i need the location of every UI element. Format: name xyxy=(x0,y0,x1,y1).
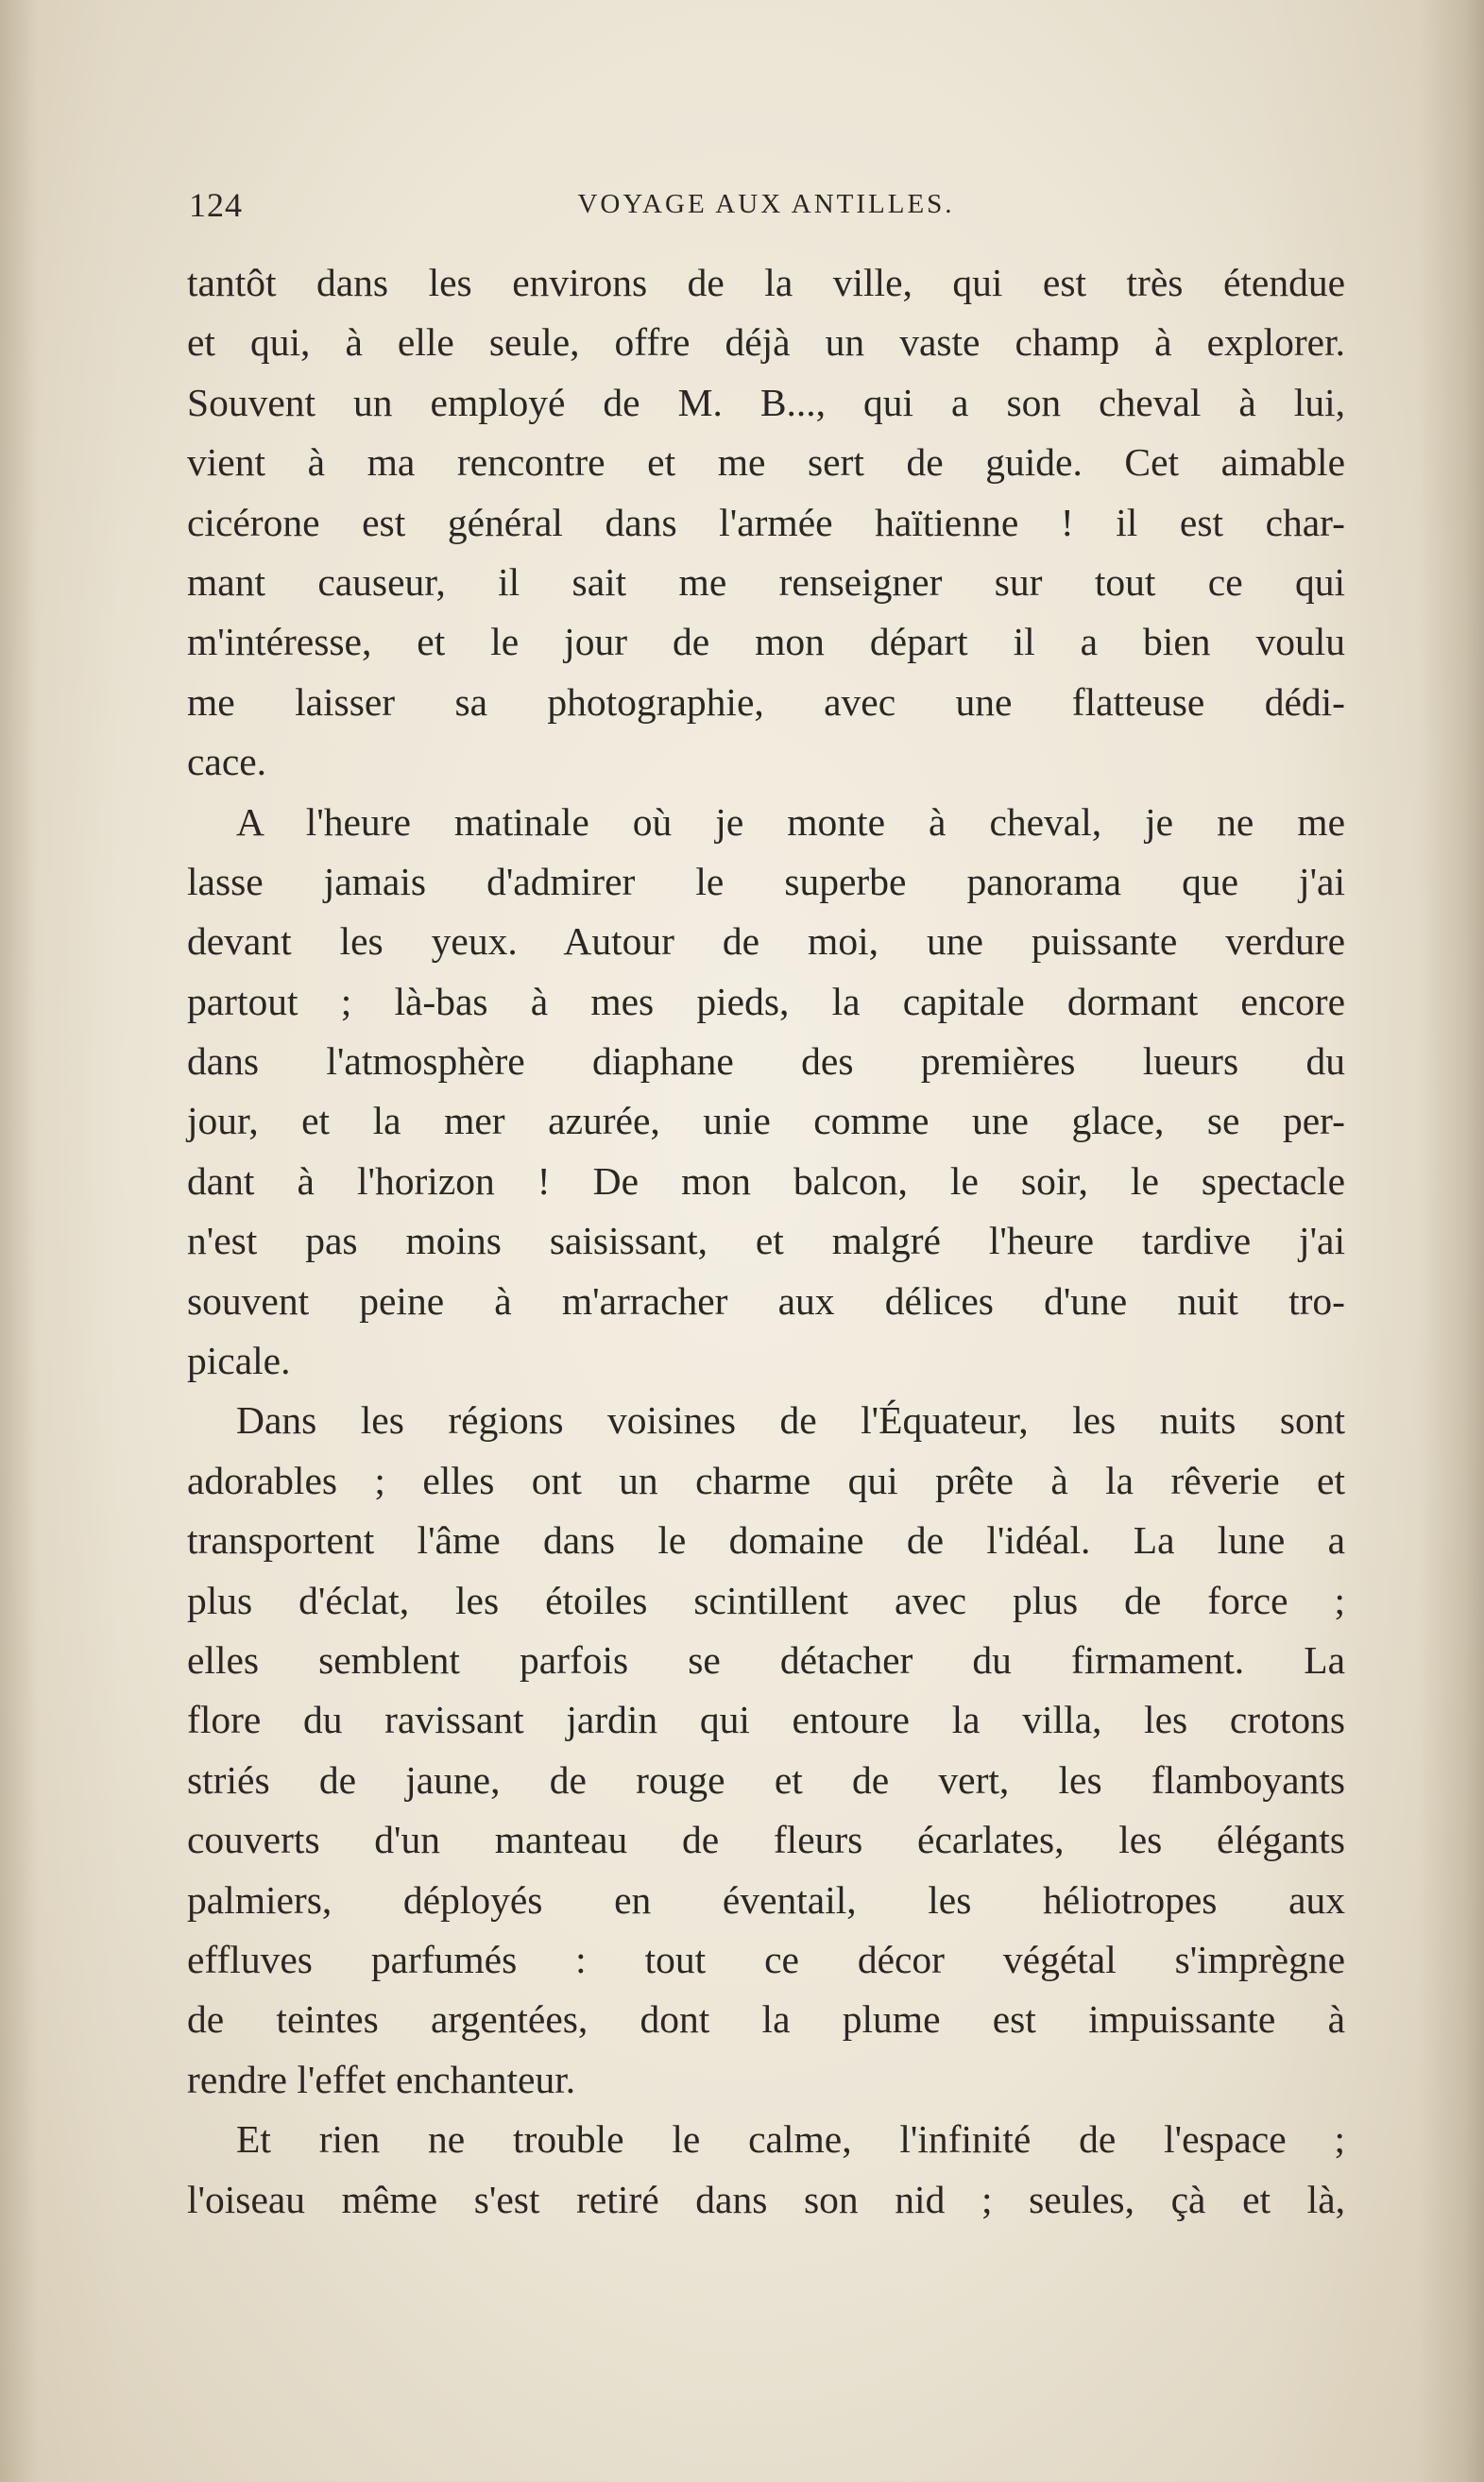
text-line: Dans les régions voisines de l'Équateur, les nuits sont xyxy=(236,1398,1345,1443)
text-line: jour, et la mer azurée, unie comme une glace, se per- xyxy=(187,1099,1345,1143)
text-line: n'est pas moins saisissant, et malgré l'heure tardive j'ai xyxy=(187,1219,1345,1263)
page-header xyxy=(189,185,1343,231)
text-line: plus d'éclat, les étoiles scintillent avec plus de force ; xyxy=(187,1578,1345,1622)
text-line: striés de jaune, de rouge et de vert, les flamboyants xyxy=(187,1757,1345,1802)
text-line: souvent peine à m'arracher aux délices d'une nuit tro- xyxy=(187,1278,1345,1323)
body-text xyxy=(187,253,1345,2230)
text-line: m'intéresse, et le jour de mon départ il a bien voulu xyxy=(187,620,1345,664)
text-line: dant à l'horizon ! De mon balcon, le soir, le spectacle xyxy=(187,1158,1345,1203)
text-line: adorables ; elles ont un charme qui prête à la rêverie et xyxy=(187,1458,1345,1502)
text-line: flore du ravissant jardin qui entoure la villa, les crotons xyxy=(187,1698,1345,1742)
text-line: transportent l'âme dans le domaine de l'idéal. La lune a xyxy=(187,1518,1345,1563)
text-line: vient à ma rencontre et me sert de guide. Cet aimable xyxy=(187,440,1345,485)
text-line: partout ; là-bas à mes pieds, la capitale dormant encore xyxy=(187,979,1345,1023)
text-line: Et rien ne trouble le calme, l'infinité de l'espace ; xyxy=(236,2117,1345,2162)
text-line: me laisser sa photographie, avec une flatteuse dédi- xyxy=(187,679,1345,724)
text-line: lasse jamais d'admirer le superbe panorama que j'ai xyxy=(187,859,1345,903)
text-line: A l'heure matinale où je monte à cheval, je ne me xyxy=(236,799,1345,844)
page-left-shadow xyxy=(0,0,38,2482)
text-line: Souvent un employé de M. B..., qui a son cheval à lui, xyxy=(187,380,1345,424)
text-line: de teintes argentées, dont la plume est impuissante à xyxy=(187,1997,1345,2042)
running-title: VOYAGE AUX ANTILLES. xyxy=(577,189,955,219)
page-right-shadow xyxy=(1418,0,1484,2482)
text-line: palmiers, déployés en éventail, les héliotropes aux xyxy=(187,1877,1345,1922)
text-line: cicérone est général dans l'armée haïtienne ! il est char- xyxy=(187,500,1345,544)
text-line: et qui, à elle seule, offre déjà un vaste champ à explorer. xyxy=(187,320,1345,365)
text-line: l'oiseau même s'est retiré dans son nid ; seules, çà et là, xyxy=(187,2177,1345,2221)
text-line: cace. xyxy=(187,740,267,784)
text-line: rendre l'effet enchanteur. xyxy=(187,2057,576,2101)
text-line: devant les yeux. Autour de moi, une puissante verdure xyxy=(187,919,1345,964)
text-line: tantôt dans les environs de la ville, qui est très étendue xyxy=(187,261,1345,304)
text-line: elles semblent parfois se détacher du firmament. La xyxy=(187,1637,1345,1682)
text-line: effluves parfumés : tout ce décor végétal s'imprègne xyxy=(187,1937,1345,1981)
text-line: picale. xyxy=(187,1339,291,1383)
text-line: dans l'atmosphère diaphane des premières lueurs du xyxy=(187,1039,1345,1084)
page-number: 124 xyxy=(189,186,243,224)
text-line: mant causeur, il sait me renseigner sur tout ce qui xyxy=(187,559,1345,604)
text-line: couverts d'un manteau de fleurs écarlates, les élégants xyxy=(187,1818,1345,1862)
